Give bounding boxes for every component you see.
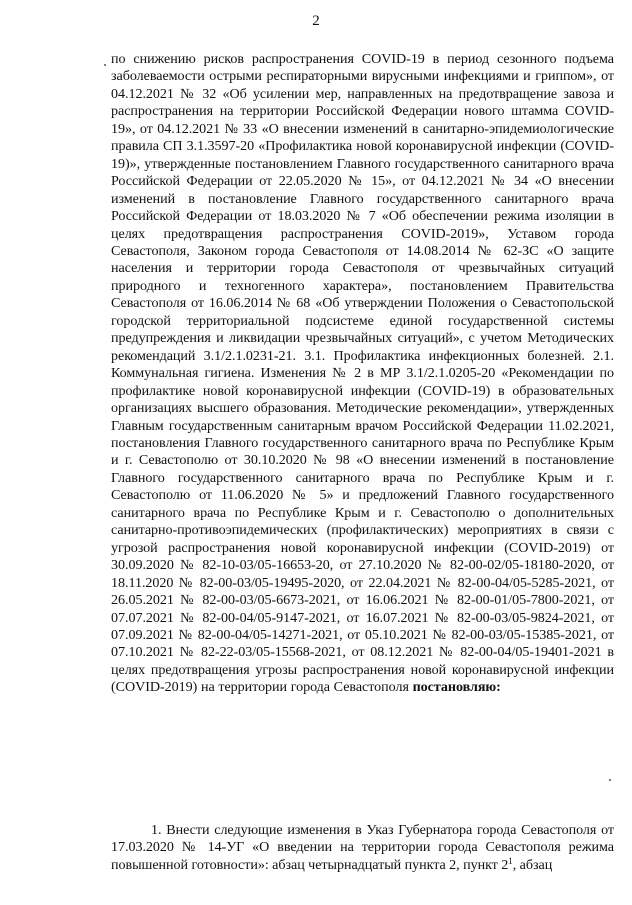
main-paragraph-text <box>111 51 614 697</box>
item-1-text <box>111 822 614 874</box>
item-1-superscript: 1 <box>508 855 513 866</box>
page-number: 2 <box>312 13 320 29</box>
decree-word: постановляю: <box>412 679 501 696</box>
scan-speck <box>104 64 106 66</box>
item-1-paragraph <box>111 822 614 874</box>
item-1-body: 1. Внести следующие изменения в Указ Губернатора города Севастополя от 17.03.2020 № 14-УГ «О введении на территории города Севастополя режима повышенной готовности»: абзац четырнадцатый пункта 2, пункт 2 <box>111 822 614 873</box>
scan-speck <box>609 779 611 781</box>
main-paragraph <box>111 51 614 697</box>
main-paragraph-body: по снижению рисков распространения COVID-19 в период сезонного подъема заболеваемости острыми респираторными вирусными инфекциями и гриппом», от 04.12.2021 № 32 «Об усилении мер, направленных на предотвращение завоза и распространения на территории Российской Федерации нового штамма COVID-19», от 04.12.2021 № 33 «О внесении изменений в санитарно-эпидемиологические правила СП 3.1.3597-20 «Профилактика новой коронавирусной инфекции (COVID-19)», утвержденные постановлением Главного государственного санитарного врача Российской Федерации от 22.05.2020 № 15», от 04.12.2021 № 34 «О внесении изменений в постановление Главного государственного санитарного врача Российской Федерации от 18.03.2020 № 7 «Об обеспечении режима изоляции в целях предотвращения распространения COVID-2019», Уставом города Севастополя, Законом города Севастополя от 14.08.2014 № 62-ЗС «О защите населения и территории города Севастополя от чрезвычайных ситуаций природного и техногенного характера», постановлением Правительства Севастополя от 16.06.2014 № 68 «Об утверждении Положения о Севастопольской городской территориальной подсистеме единой государственной системы предупреждения и ликвидации чрезвычайных ситуаций», с учетом Методических рекомендаций 3.1/2.1.0231-21. 3.1. Профилактика инфекционных болезней. 2.1. Коммунальная гигиена. Изменения № 2 в МР 3.1/2.1.0205-20 «Рекомендации по профилактике новой коронавирусной инфекции (COVID-19) в образовательных организациях высшего образования. Методические рекомендации», утвержденных Главным государственным санитарным врачом Российской Федерации 11.02.2021, постановления Главного государственного санитарного врача по Республике Крым и г. Севастополю от 30.10.2020 № 98 «О внесении изменений в постановление Главного государственного санитарного врача по Республике Крым и г. Севастополю от 11.06.2020 № 5» и предложений Главного государственного санитарного врача по Республике Крым и г. Севастополю о дополнительных санитарно-противоэпидемических (профилактических) мероприятиях в связи с угрозой распространения новой коронавирусной инфекции (COVID-2019) от 30.09.2020 № 82-10-03/05-16653-20, от 27.10.2020 № 82-00-02/05-18180-2020, от 18.11.2020 № 82-00-03/05-19495-2020, от 22.04.2021 № 82-00-04/05-5285-2021, от 26.05.2021 № 82-00-03/05-6673-2021, от 16.06.2021 № 82-00-01/05-7800-2021, от 07.07.2021 № 82-00-04/05-9147-2021, от 16.07.2021 № 82-00-03/05-9824-2021, от 07.09.2021 № 82-00-04/05-14271-2021, от 05.10.2021 № 82-00-03/05-15385-2021, от 07.10.2021 № 82-22-03/05-15568-2021, от 08.12.2021 № 82-00-04/05-19401-2021 в целях предотвращения угрозы распространения новой коронавирусной инфекции (COVID-2019) на территории города Севастополя <box>111 51 614 696</box>
item-1-tail: , абзац <box>512 856 553 873</box>
